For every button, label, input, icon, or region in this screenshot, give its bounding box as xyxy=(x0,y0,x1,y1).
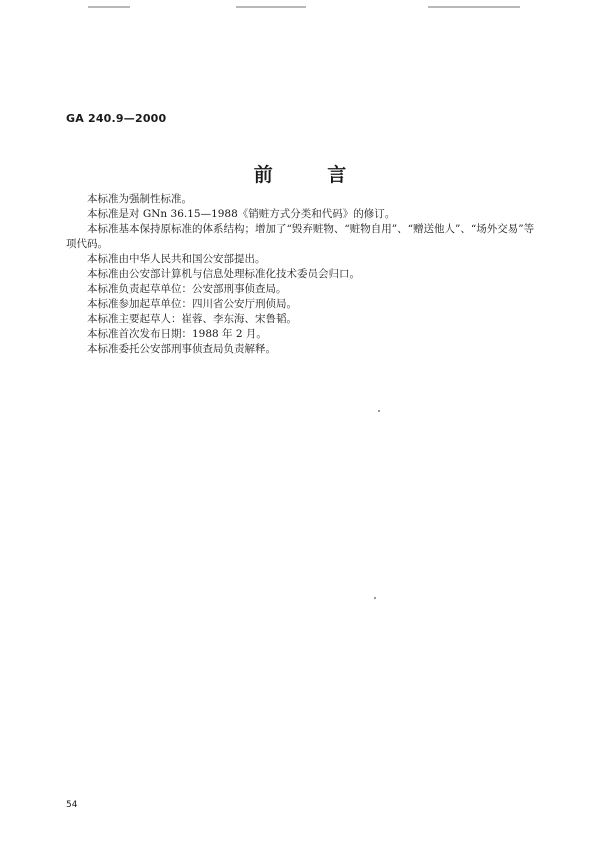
paragraph: 本标准首次发布日期：1988 年 2 月。 xyxy=(87,328,267,340)
standard-code: GA 240.9—2000 xyxy=(66,112,167,125)
paragraph: 本标准由中华人民共和国公安部提出。 xyxy=(87,253,266,265)
scan-speck xyxy=(374,597,376,599)
paragraph: 本标准委托公安部刑事侦查局负责解释。 xyxy=(87,343,276,355)
scan-mark xyxy=(236,6,306,8)
paragraph: 本标准为强制性标准。 xyxy=(87,193,192,205)
page-title: 前 言 xyxy=(253,164,371,186)
scan-mark xyxy=(88,6,130,8)
foreword-body xyxy=(66,192,536,357)
scan-speck xyxy=(378,410,380,412)
paragraph: 本标准由公安部计算机与信息处理标准化技术委员会归口。 xyxy=(87,268,360,280)
paragraph: 本标准基本保持原标准的体系结构；增加了“毁弃赃物、“赃物自用”、“赠送他人”、“场外交易”等项代码。 xyxy=(66,223,535,250)
paragraph: 本标准主要起草人：崔蓉、李东海、宋鲁韬。 xyxy=(87,313,297,325)
page-number: 54 xyxy=(66,800,78,810)
paragraph: 本标准负责起草单位：公安部刑事侦查局。 xyxy=(87,283,287,295)
scan-mark xyxy=(428,6,520,8)
paragraph: 本标准是对 GNn 36.15—1988《销赃方式分类和代码》的修订。 xyxy=(87,208,396,220)
paragraph: 本标准参加起草单位：四川省公安厅刑侦局。 xyxy=(87,298,297,310)
